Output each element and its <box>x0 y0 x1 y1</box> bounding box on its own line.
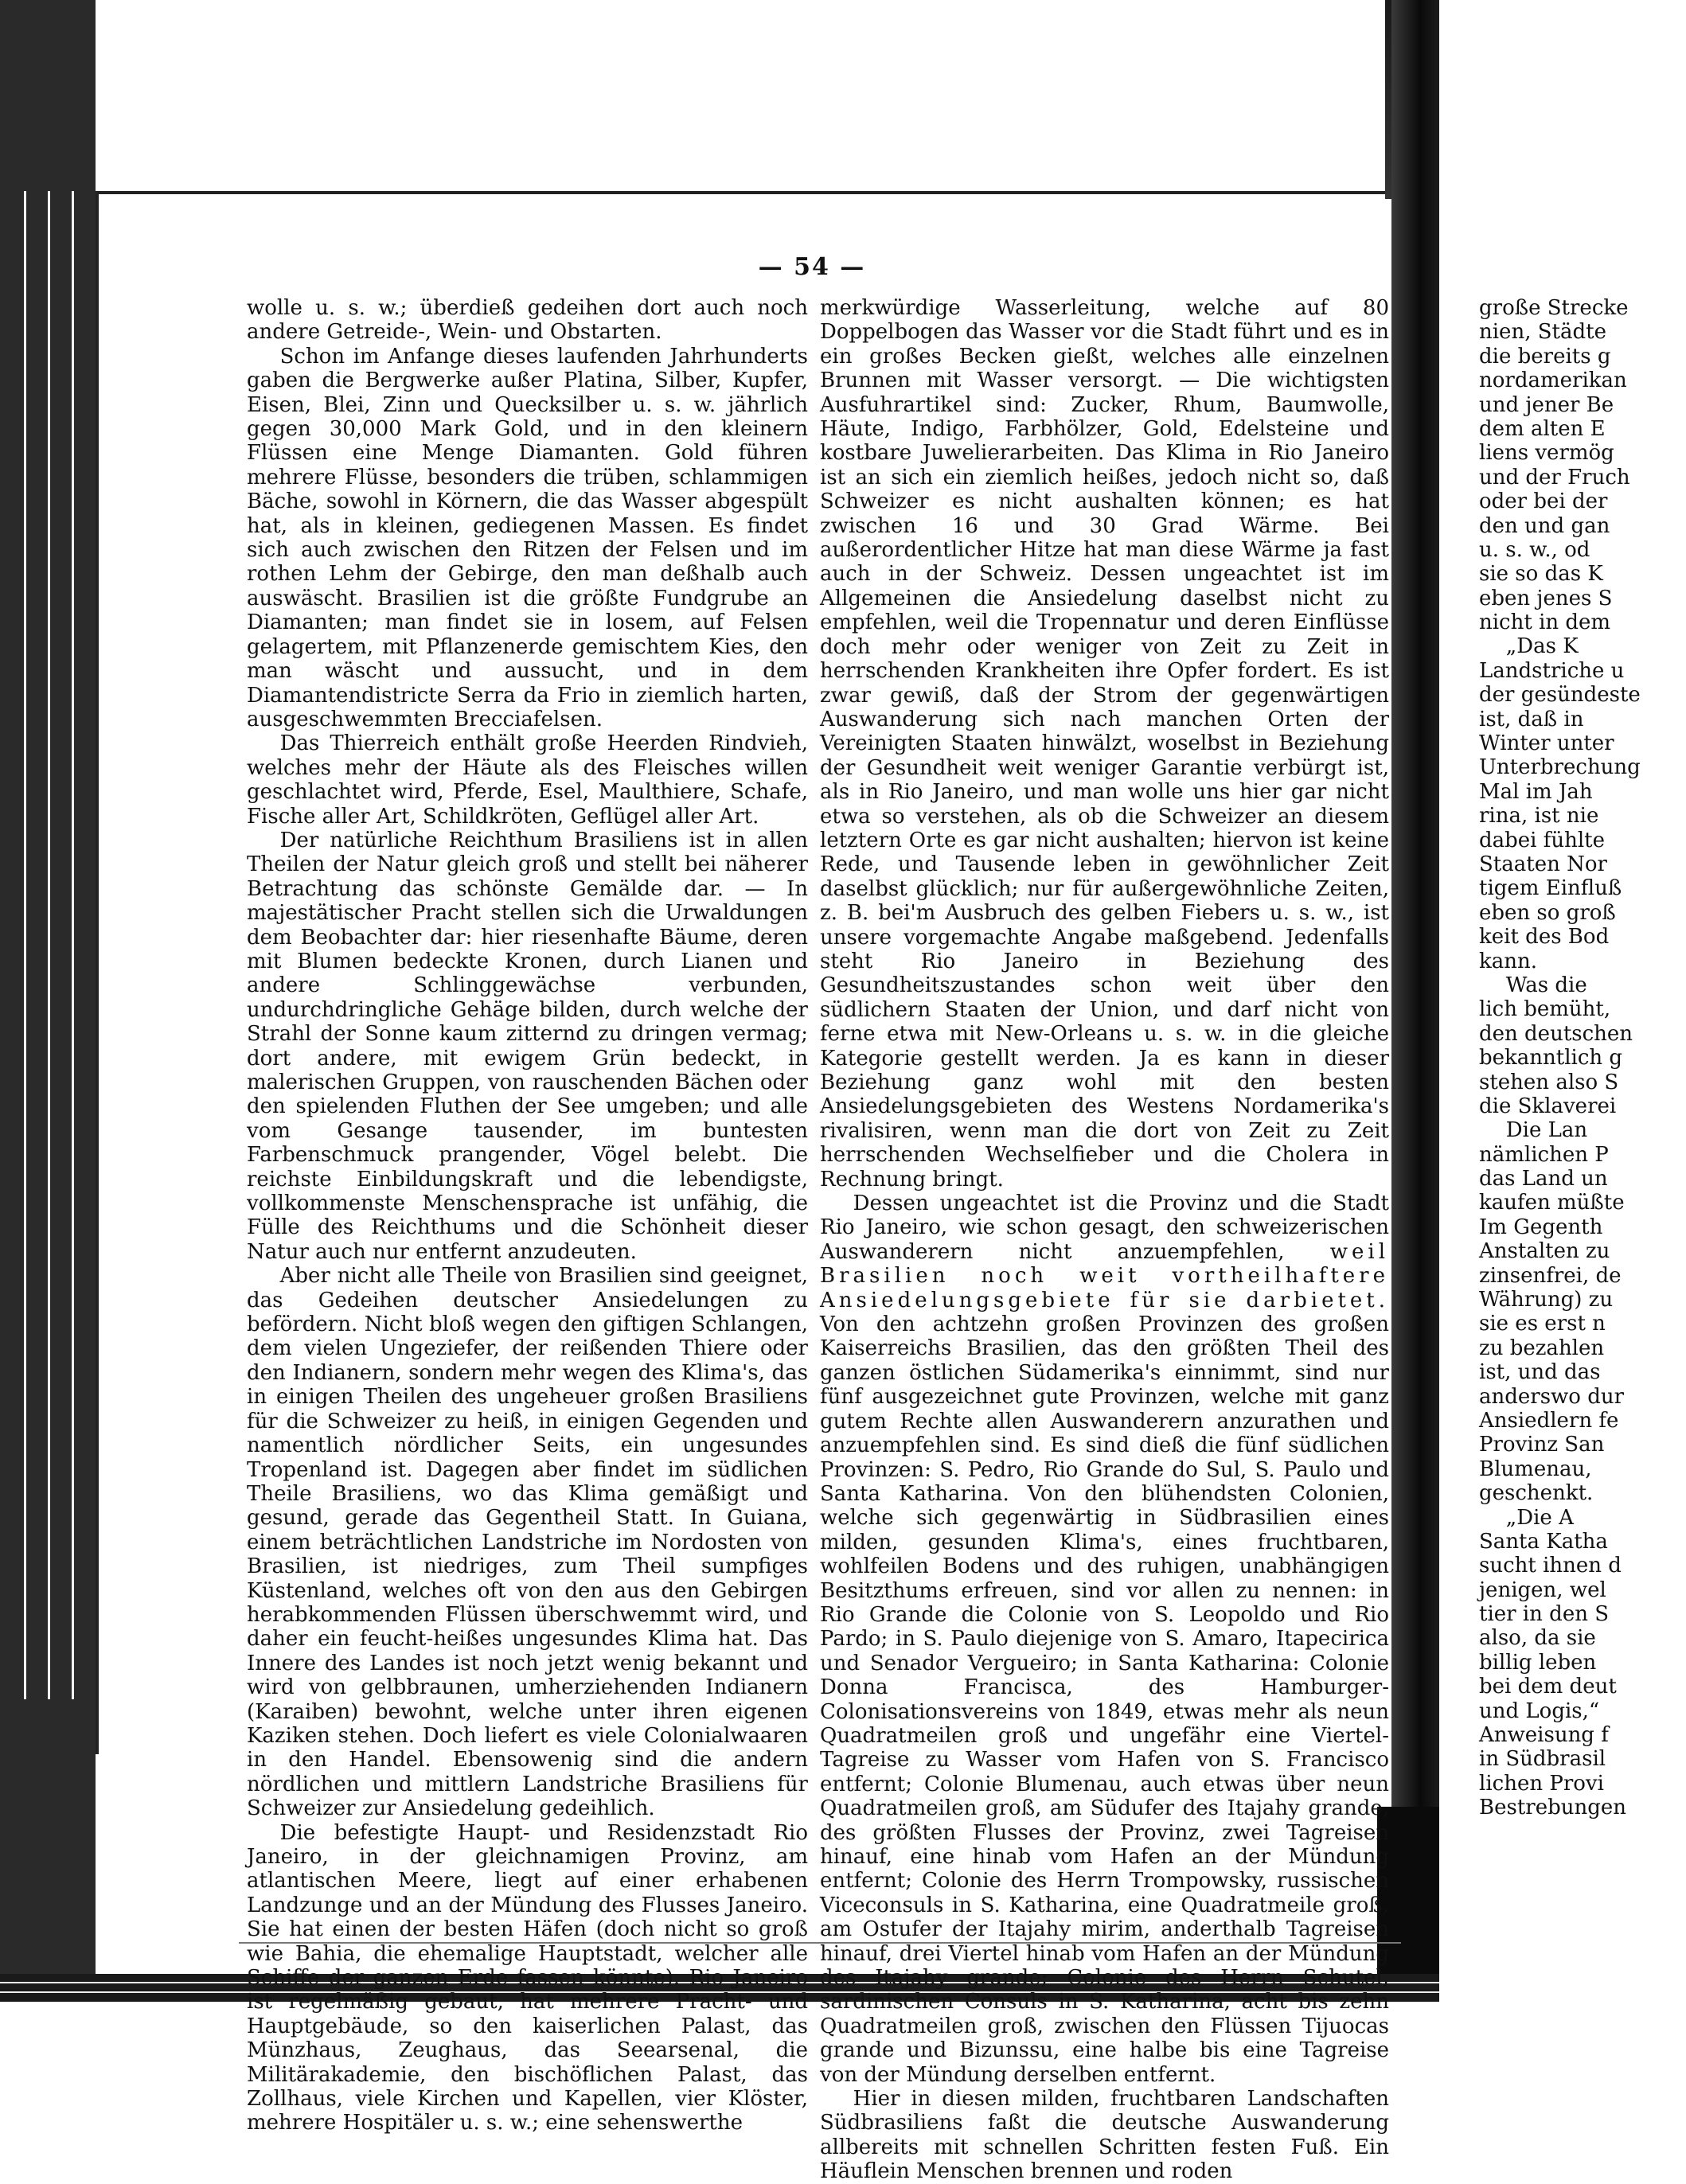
line-fragment: die Sklaverei <box>1479 1094 1617 1118</box>
line-fragment: Im Gegenth <box>1479 1215 1603 1239</box>
line-fragment: kaufen müßte <box>1479 1191 1625 1215</box>
line-fragment: eben jenes S <box>1479 586 1613 610</box>
line-fragment: eben so groß <box>1479 900 1616 925</box>
line-fragment: nämlichen P <box>1479 1142 1609 1167</box>
line-fragment: nordamerikan <box>1479 369 1627 393</box>
line-fragment: „Die A <box>1505 1505 1574 1530</box>
line-fragment: Bestrebungen <box>1479 1796 1627 1820</box>
line-fragment: Was die <box>1505 973 1587 997</box>
page-number: — 54 — <box>758 253 866 281</box>
paragraph: Schon im Anfange dieses laufenden Jahrhunderts gaben die Bergwerke außer Platina, Silber, Kupfer, Eisen, Blei, Zinn und Quecksilber u. s. w. jährlich gegen 30,000 Mark Gold, und in den kleinern Flüssen eine Menge Diamanten. Gold führen mehrere Flüsse, besonders die trüben, schlammigen Bäche, sowohl in Körnern, die das Wasser abgespült hat, als in kleinen, gediegenen Massen. Es findet sich auch zwischen den Ritzen der Felsen und im rothen Lehm der Gebirge, den man deßhalb auch auswäscht. Brasilien ist die größte Fundgrube an Diamanten; man findet sie in losem, auf Felsen gelagertem, mit Pflanzenerde gemischtem Kies, den man wäscht und aussucht, und in dem Diamantendistricte Serra da Frio in ziemlich harten, ausgeschwemmten Brecciafelsen. <box>247 344 808 731</box>
line-fragment: rina, ist nie <box>1479 804 1599 829</box>
line-fragment: sie es erst n <box>1479 1312 1606 1336</box>
line-fragment: Winter unter <box>1479 731 1614 756</box>
book-spine <box>1391 0 1439 2002</box>
line-fragment: ist, und das <box>1479 1360 1601 1385</box>
line-fragment: den und gan <box>1479 513 1610 538</box>
line-fragment: Währung) zu <box>1479 1288 1614 1312</box>
line-fragment: sie so das K <box>1479 562 1603 587</box>
line-fragment: nien, Städte <box>1479 320 1606 345</box>
line-fragment: die bereits g <box>1479 344 1611 369</box>
line-fragment: Unterbrechung <box>1479 755 1641 780</box>
line-fragment: Santa Katha <box>1479 1529 1608 1554</box>
paragraph: merkwürdige Wasserleitung, welche auf 80 Doppelbogen das Wasser vor die Stadt führt und es in ein großes Becken gießt, welches alle einzelnen Brunnen mit Wasser versorgt. — Die wichtigsten Ausfuhrartikel sind: Zucker, Rhum, Baumwolle, Häute, Indigo, Farbhölzer, Gold, Edelsteine und kostbare Juwelierarbeiten. Das Klima in Rio Janeiro ist an sich ein ziemlich heißes, jedoch nicht so, daß Schweizer es nicht aushalten können; es hat zwischen 16 und 30 Grad Wärme. Bei außerordentlicher Hitze hat man diese Wärme ja fast auch in der Schweiz. Dessen ungeachtet ist im Allgemeinen die Ansiedelung daselbst nicht zu empfehlen, weil die Tropennatur und deren Einflüsse doch mehr oder weniger von Zeit zu Zeit in herrschenden Krankheiten ihre Opfer fordert. Es ist zwar gewiß, daß der Strom der gegenwärtigen Auswanderung sich nach manchen Orten der Vereinigten Staaten hinwälzt, woselbst in Beziehung der Gesundheit weit weniger Garantie verbürgt ist, als in Rio Janeiro, und man wolle uns hier gar nicht etwa so verstehen, als ob die Schweizer an diesem letztern Orte es gar nicht aushalten; hiervon ist keine Rede, und Tausende leben in gewöhnlicher Zeit daselbst glücklich; nur für außergewöhnliche Zeiten, z. B. bei'm Ausbruch des gelben Fiebers u. s. w., ist unsere vorgemachte Angabe maßgebend. Jedenfalls steht Rio Janeiro in Beziehung des Gesundheitszustandes schon weit über den südlichern Staaten der Union, und darf nicht von ferne etwa mit New-Orleans u. s. w. in die gleiche Kategorie gestellt werden. Ja es kann in dieser Beziehung ganz wohl mit den besten Ansiedelungsgebieten des Westens Nordamerika's rivalisiren, wenn man die dort von Zeit zu Zeit herrschenden Wechselfieber und die Cholera in Rechnung bringt. <box>820 296 1389 1191</box>
line-fragment: das Land un <box>1479 1167 1608 1191</box>
line-fragment: kann. <box>1479 949 1538 973</box>
line-fragment: u. s. w., od <box>1479 537 1590 562</box>
line-fragment: geschenkt. <box>1479 1481 1594 1506</box>
line-fragment: bekanntlich g <box>1479 1046 1623 1071</box>
paragraph: Die befestigte Haupt- und Residenzstadt Rio Janeiro, in der gleichnamigen Provinz, am atlantischen Meere, liegt auf einer erhabenen Landzunge und an der Mündung des Flusses Janeiro. Sie hat einen der besten Häfen (doch nicht so groß wie Bahia, die ehemalige Hauptstadt, welcher alle Schiffe der ganzen Erde fassen könnte). Rio Janeiro ist regelmäßig gebaut, hat mehrere Pracht- und Hauptgebäude, so den kaiserlichen Palast, das Münzhaus, Zeughaus, das Seearsenal, die Militärakademie, den bischöflichen Palast, das Zollhaus, viele Kirchen und Kapellen, vier Klöster, mehrere Hospitäler u. s. w.; eine sehenswerthe <box>247 1820 808 2135</box>
line-fragment: Provinz San <box>1479 1433 1605 1457</box>
paragraph-text: Dessen ungeachtet ist die Provinz und die Stadt Rio Janeiro, wie schon gesagt, den schweizerischen Auswanderern nicht anzuempfehlen, <box>820 1191 1389 1264</box>
line-fragment: in Südbrasil <box>1479 1747 1606 1772</box>
line-fragment: stehen also S <box>1479 1070 1619 1094</box>
book-left-edge <box>0 0 96 2002</box>
line-fragment: Anweisung f <box>1479 1723 1609 1748</box>
right-column-fragment <box>1479 296 1686 1820</box>
line-fragment: den deutschen <box>1479 1021 1633 1046</box>
paragraph: Der natürliche Reichthum Brasiliens ist in allen Theilen der Natur gleich groß und stellt bei näherer Betrachtung das schönste Gemälde dar. — In majestätischer Pracht stellen sich die Urwaldungen dem Beobachter dar: hier riesenhafte Bäume, deren mit Blumen bedeckte Kronen, durch Lianen und andere Schlinggewächse verbunden, undurchdringliche Gehäge bilden, durch welche der Strahl der Sonne kaum zitternd zu dringen vermag; dort andere, mit ewigem Grün bedeckt, in malerischen Gruppen, von rauschenden Bächen oder den spielenden Fluthen der See umgeben; und alle vom Gesange tausender, im buntesten Farbenschmuck prangender, Vögel belebt. Die reichste Einbildungskraft und die lebendigste, vollkommenste Menschensprache ist unfähig, die Fülle des Reichthums und die Schönheit dieser Natur auch nur entfernt anzudeuten. <box>247 828 808 1264</box>
line-fragment: bei dem deut <box>1479 1675 1617 1699</box>
line-fragment: keit des Bod <box>1479 925 1610 950</box>
line-fragment: und jener Be <box>1479 392 1614 417</box>
line-fragment: ist, daß in <box>1479 707 1584 731</box>
line-fragment: anderswo dur <box>1479 1384 1625 1409</box>
line-fragment: liens vermög <box>1479 441 1614 466</box>
line-fragment: jenigen, wel <box>1479 1578 1606 1602</box>
line-fragment: zu bezahlen <box>1479 1336 1605 1360</box>
line-fragment: zinsenfrei, de <box>1479 1263 1622 1288</box>
paragraph: Aber nicht alle Theile von Brasilien sind geeignet, das Gedeihen deutscher Ansiedelungen zu befördern. Nicht bloß wegen den giftigen Schlangen, dem vielen Ungeziefer, der reißenden Thiere oder den Indianern, sondern mehr wegen des Klima's, das in einigen Theilen des ungeheuer großen Brasiliens für die Schweizer zu heiß, in einigen Gegenden und namentlich nördlicher Seits, ein ungesundes Tropenland ist. Dagegen aber findet im südlichen Theile Brasiliens, wo das Klima gemäßigt und gesund, gerade das Gegentheil Statt. In Guiana, einem beträchtlichen Landstriche im Nordosten von Brasilien, ist niedriges, zum Theil sumpfiges Küstenland, welches oft von den aus den Gebirgen herabkommenden Flüssen überschwemmt wird, und daher ein feucht-heißes ungesundes Klima hat. Das Innere des Landes ist noch jetzt wenig bekannt und wird von gelbbraunen, umherziehenden Indianern (Karaiben) bewohnt, welche unter ihren eigenen Kaziken stehen. Doch liefert es viele Colonialwaaren in den Handel. Ebensowenig sind die andern nördlichen und mittlern Landstriche Brasiliens für Schweizer zur Ansiedelung gedeihlich. <box>247 1264 808 1821</box>
line-fragment: also, da sie <box>1479 1626 1596 1651</box>
line-fragment: dem alten E <box>1479 416 1606 441</box>
middle-column <box>820 296 1389 2184</box>
line-fragment: tier in den S <box>1479 1602 1610 1627</box>
paragraph: Hier in diesen milden, fruchtbaren Landschaften Südbrasiliens faßt die deutsche Auswanderung allbereits mit schnellen Schritten festen Fuß. Ein Häuflein Menschen brennen und roden <box>820 2087 1389 2184</box>
line-fragment: dabei fühlte <box>1479 828 1606 852</box>
line-fragment: tigem Einfluß <box>1479 876 1622 901</box>
line-fragment: nicht in dem <box>1479 610 1611 635</box>
line-fragment: sucht ihnen d <box>1479 1554 1622 1578</box>
line-fragment: und Logis,“ <box>1479 1698 1600 1723</box>
emphasized-text: weil Brasilien noch weit vortheilhaftere Ansiedelungsgebiete für sie darbietet. <box>820 1239 1390 1312</box>
paragraph-text: Von den achtzehn großen Provinzen des großen Kaiserreichs Brasilien, das den größten Theil des ganzen östlichen Südamerika's einnimmt, sind nur fünf ausgezeichnet gute Provinzen, welche mit ganz gutem Rechte allen Auswanderern anzurathen und anzuempfehlen sind. Es sind dieß die fünf südlichen Provinzen: S. Pedro, Rio Grande do Sul, S. Paulo und Santa Katharina. Von den blühendsten Colonien, welche sich gegenwärtig in Südbrasilien eines milden, gesunden Klima's, eines fruchtbaren, wohlfeilen Bodens und des ruhigen, unabhängigen Besitzthums erfreuen, sind vor allen zu nennen: in Rio Grande die Colonie von S. Leopoldo und Rio Pardo; in S. Paulo diejenige von S. Amaro, Itapecirica und Senador Vergueiro; in Santa Katharina: Colonie Donna Francisca, des Hamburger-Colonisationsvereins von 1849, etwas mehr als neun Quadratmeilen groß und ungefähr eine Viertel-Tagreise zu Wasser vom Hafen von S. Francisco entfernt; Colonie Blumenau, auch etwas über neun Quadratmeilen groß, am Südufer des Itajahy grande, des größten Flusses der Provinz, zwei Tagreisen hinauf, eine hinab vom Hafen an der Mündung entfernt; Colonie des Herrn Trompowsky, russischen Viceconsuls in S. Katharina, eine Quadratmeile groß, am Ostufer der Itajahy mirim, anderthalb Tagreisen hinauf, drei Viertel hinab vom Hafen an der Mündung des Itajahy grande; Colonie des Herrn Schutel, sardinischen Consuls in S. Katharina, acht bis zehn Quadratmeilen groß, zwischen den Flüssen Tijuocas grande und Bizunssu, eine halbe bis eine Tagreise von der Mündung derselben entfernt. <box>820 1312 1389 2087</box>
line-fragment: und der Fruch <box>1479 465 1630 489</box>
left-column <box>247 296 808 2135</box>
line-fragment: Ansiedlern fe <box>1479 1408 1619 1433</box>
paragraph: Das Thierreich enthält große Heerden Rindvieh, welches mehr der Häute als des Fleisches willen geschlachtet wird, Pferde, Esel, Maulthiere, Schafe, Fische aller Art, Schildkröten, Geflügel aller Art. <box>247 731 808 829</box>
line-fragment: Blumenau, <box>1479 1457 1592 1481</box>
line-fragment: große Strecke <box>1479 296 1629 320</box>
paragraph: wolle u. s. w.; überdieß gedeihen dort auch noch andere Getreide-, Wein- und Obstarten. <box>247 296 808 345</box>
line-fragment: billig leben <box>1479 1650 1597 1675</box>
line-fragment: Anstalten zu <box>1479 1239 1610 1264</box>
line-fragment: Landstriche u <box>1479 658 1625 683</box>
paragraph <box>820 1191 1389 2087</box>
line-fragment: Mal im Jah <box>1479 779 1593 804</box>
line-fragment: Staaten Nor <box>1479 852 1607 876</box>
line-fragment: lichen Provi <box>1479 1771 1604 1796</box>
line-fragment: lich bemüht, <box>1479 997 1611 1022</box>
line-fragment: Die Lan <box>1505 1118 1588 1143</box>
line-fragment: oder bei der <box>1479 489 1608 514</box>
line-fragment: der gesündeste <box>1479 683 1641 708</box>
line-fragment: „Das K <box>1505 634 1579 659</box>
